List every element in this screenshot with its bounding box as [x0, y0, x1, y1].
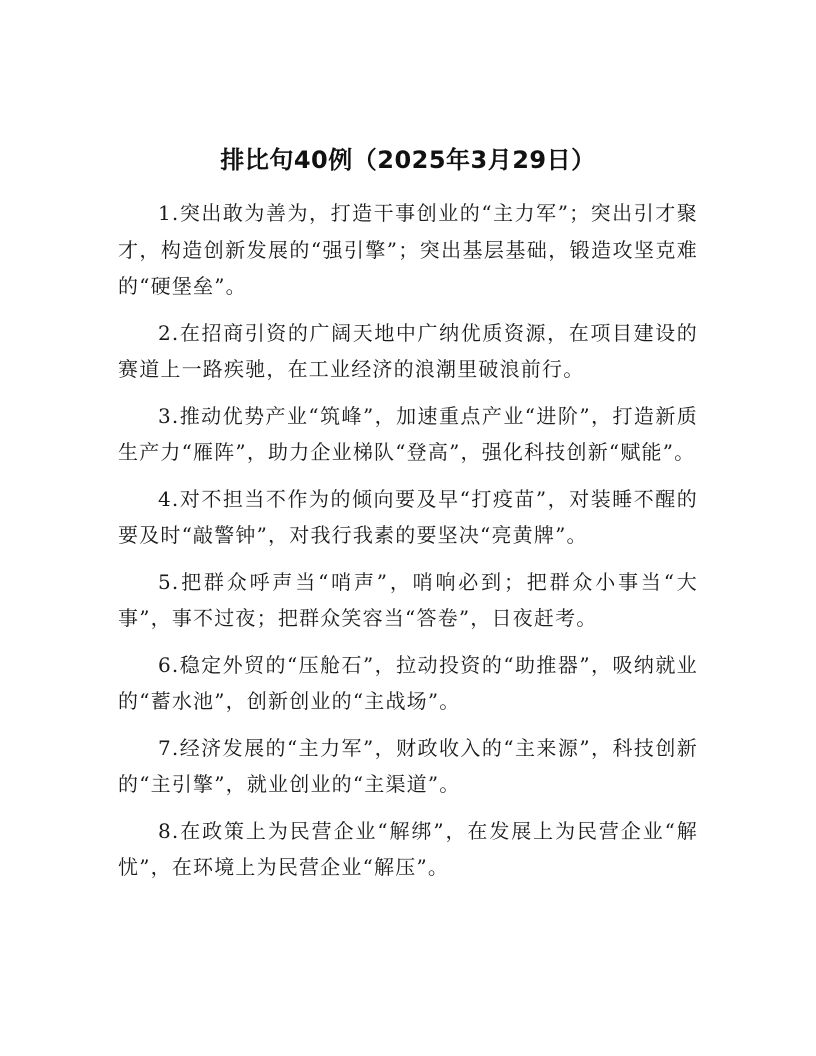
paragraph-8: 8.在政策上为民营企业“解绑”，在发展上为民营企业“解忧”，在环境上为民营企业“解压”。 — [118, 818, 698, 879]
paragraph-4: 4.对不担当不作为的倾向要及早“打疫苗”，对装睡不醒的要及时“敲警钟”，对我行我素的要坚决“亮黄牌”。 — [118, 486, 698, 547]
paragraph-7: 7.经济发展的“主力军”，财政收入的“主来源”，科技创新的“主引擎”，就业创业的“主渠道”。 — [118, 735, 698, 796]
paragraph-3: 3.推动优势产业“筑峰”，加速重点产业“进阶”，打造新质生产力“雁阵”，助力企业梯队“登高”，强化科技创新“赋能”。 — [118, 403, 698, 464]
paragraph-6: 6.稳定外贸的“压舱石”，拉动投资的“助推器”，吸纳就业的“蓄水池”，创新创业的“主战场”。 — [118, 652, 698, 713]
document-body — [118, 195, 698, 896]
paragraph-5: 5.把群众呼声当“哨声”，哨响必到；把群众小事当“大事”，事不过夜；把群众笑容当“答卷”，日夜赶考。 — [118, 569, 698, 630]
paragraph-1: 1.突出敢为善为，打造干事创业的“主力军”；突出引才聚才，构造创新发展的“强引擎”；突出基层基础，锻造攻坚克难的“硬堡垒”。 — [118, 201, 698, 298]
document-title: 排比句40例（2025年3月29日） — [220, 146, 596, 174]
paragraph-2: 2.在招商引资的广阔天地中广纳优质资源，在项目建设的赛道上一路疾驰，在工业经济的浪潮里破浪前行。 — [118, 320, 698, 381]
